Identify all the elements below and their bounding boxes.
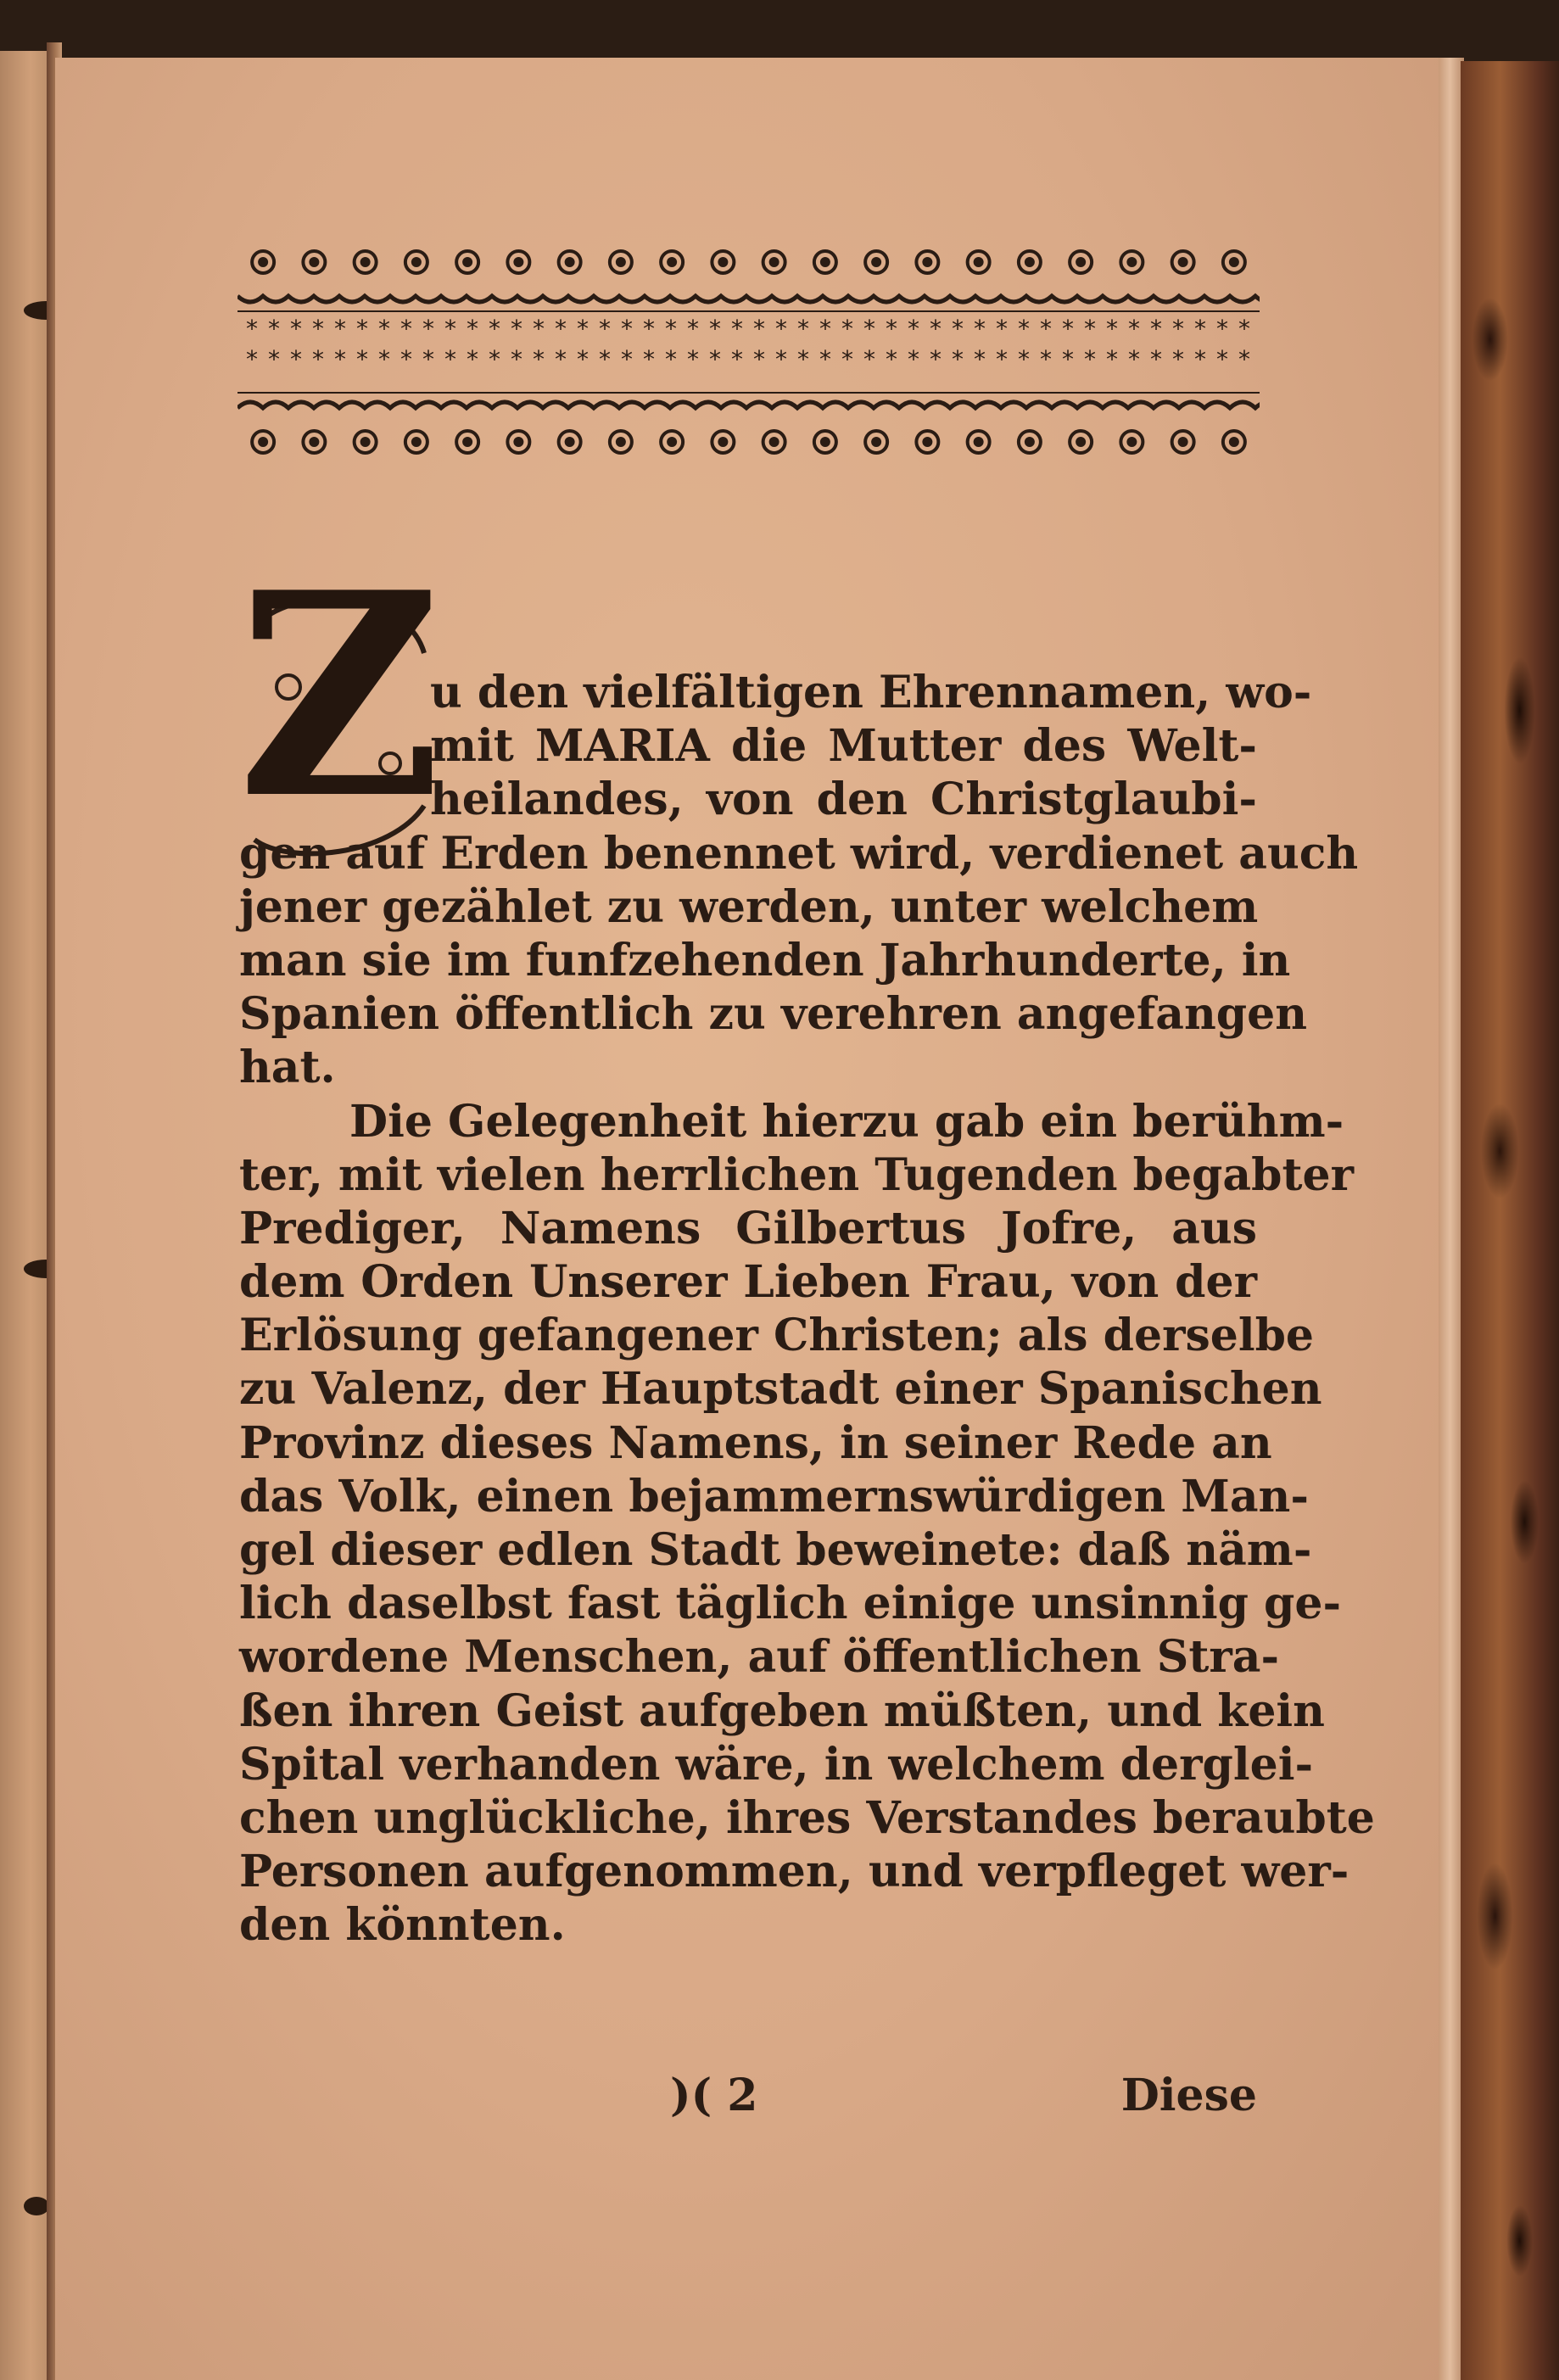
star-mark: *	[400, 345, 412, 373]
text-line: mit MARIA die Mutter des Welt-	[430, 720, 1257, 773]
star-mark: *	[246, 315, 258, 343]
paragraph-1	[239, 666, 1359, 1095]
rosette-center	[464, 259, 471, 265]
text-line: den könnten.	[239, 1899, 566, 1952]
star-mark: *	[841, 315, 853, 343]
star-mark: *	[356, 315, 368, 343]
star-mark: *	[753, 345, 765, 373]
text-line: lich daselbst fast täglich einige unsinnig ge-	[239, 1578, 1342, 1630]
star-mark: *	[444, 345, 456, 373]
rosette-center	[771, 259, 778, 265]
star-mark: *	[974, 345, 986, 373]
star-mark: *	[1172, 345, 1184, 373]
star-mark: *	[268, 315, 280, 343]
star-mark: *	[775, 315, 787, 343]
star-mark: *	[863, 345, 875, 373]
star-mark: *	[1018, 315, 1030, 343]
star-mark: *	[1106, 345, 1118, 373]
text-line: Spanien öffentlich zu verehren angefangen	[239, 988, 1307, 1041]
star-mark: *	[511, 345, 522, 373]
header-ornament	[237, 242, 1260, 462]
text-line: man sie im funfzehenden Jahrhunderte, in	[239, 934, 1291, 986]
star-mark: *	[1018, 345, 1030, 373]
rosette-center	[924, 439, 930, 445]
star-mark: *	[1238, 345, 1250, 373]
rosette-center	[362, 259, 369, 265]
text-line: Die Gelegenheit hierzu gab ein berühm-	[349, 1095, 1344, 1148]
star-mark: *	[422, 345, 434, 373]
rosette-center	[822, 259, 829, 265]
star-mark: *	[599, 315, 611, 343]
star-mark: *	[334, 315, 346, 343]
star-mark: *	[489, 345, 500, 373]
star-mark: *	[886, 315, 897, 343]
star-mark: *	[1216, 345, 1228, 373]
text-line: jener gezählet zu werden, unter welchem	[239, 880, 1259, 933]
star-mark: *	[422, 315, 434, 343]
text-line: u den vielfältigen Ehrennamen, wo-	[430, 667, 1312, 718]
star-mark: *	[621, 315, 633, 343]
star-mark: *	[797, 345, 809, 373]
rosette-center	[771, 439, 778, 445]
star-mark: *	[1128, 315, 1140, 343]
star-mark: *	[555, 315, 567, 343]
star-mark: *	[577, 315, 589, 343]
rosette-center	[1026, 259, 1033, 265]
star-mark: *	[1106, 315, 1118, 343]
star-mark: *	[908, 315, 919, 343]
star-mark: *	[1194, 315, 1206, 343]
rosette-center	[362, 439, 369, 445]
star-mark: *	[974, 315, 986, 343]
rosette-center	[975, 259, 982, 265]
rosette-center	[1180, 439, 1187, 445]
marbled-cover	[1461, 61, 1559, 2380]
text-line: Personen aufgenommen, und verpfleget wer-	[239, 1846, 1349, 1898]
star-mark: *	[709, 315, 721, 343]
paragraph-2	[239, 1095, 1375, 1953]
star-mark: *	[246, 345, 258, 373]
rosette-center	[873, 259, 880, 265]
star-mark: *	[1128, 345, 1140, 373]
text-line: wordene Menschen, auf öffentlichen Stra-	[239, 1631, 1280, 1684]
star-mark: *	[1062, 315, 1074, 343]
star-mark: *	[952, 315, 964, 343]
stitch-hole	[24, 2197, 49, 2215]
rosette-center	[1077, 439, 1084, 445]
text-line: gen auf Erden benennet wird, verdienet auch	[239, 827, 1359, 880]
star-mark: *	[577, 345, 589, 373]
star-mark: *	[731, 315, 743, 343]
rosette-center	[260, 259, 266, 265]
rosette-center	[1077, 259, 1084, 265]
star-mark: *	[533, 315, 545, 343]
rosette-center	[567, 259, 573, 265]
star-mark: *	[1084, 315, 1096, 343]
star-mark: *	[312, 345, 324, 373]
text-line: ßen ihren Geist aufgeben müßten, und kein	[239, 1684, 1325, 1737]
star-mark: *	[841, 345, 853, 373]
star-mark: *	[555, 345, 567, 373]
star-mark: *	[1150, 315, 1162, 343]
scroll-border	[237, 296, 1260, 302]
rosette-center	[1180, 259, 1187, 265]
star-mark: *	[621, 345, 633, 373]
star-mark: *	[731, 345, 743, 373]
star-mark: *	[467, 345, 478, 373]
star-mark: *	[400, 315, 412, 343]
star-mark: *	[356, 345, 368, 373]
star-mark: *	[819, 345, 831, 373]
star-mark: *	[1084, 345, 1096, 373]
star-mark: *	[1194, 345, 1206, 373]
star-mark: *	[1150, 345, 1162, 373]
rosette-center	[310, 259, 317, 265]
star-mark: *	[1172, 315, 1184, 343]
star-mark: *	[886, 345, 897, 373]
star-mark: *	[334, 345, 346, 373]
star-mark: *	[797, 315, 809, 343]
star-mark: *	[378, 345, 390, 373]
rosette-center	[924, 259, 930, 265]
rosette-center	[515, 439, 522, 445]
rosette-center	[873, 439, 880, 445]
star-mark: *	[1062, 345, 1074, 373]
text-line: hat.	[239, 1042, 336, 1094]
text-line: gel dieser edlen Stadt beweinete: daß näm-	[239, 1524, 1312, 1576]
star-mark: *	[819, 315, 831, 343]
rosette-center	[310, 439, 317, 445]
star-mark: *	[930, 315, 942, 343]
star-mark: *	[687, 315, 699, 343]
signature-mark: )( 2	[670, 2070, 758, 2121]
star-mark: *	[643, 315, 655, 343]
star-mark: *	[665, 345, 677, 373]
text-line: zu Valenz, der Hauptstadt einer Spanischen	[239, 1363, 1322, 1416]
rosette-center	[719, 439, 726, 445]
star-mark: *	[1040, 315, 1052, 343]
drop-capital-letter: Z	[237, 531, 442, 860]
star-mark: *	[312, 315, 324, 343]
rosette-center	[1231, 439, 1238, 445]
rosette-center	[413, 259, 420, 265]
text-line: chen unglückliche, ihres Verstandes beraubte	[239, 1791, 1375, 1844]
star-mark: *	[709, 345, 721, 373]
text-line: dem Orden Unserer Lieben Frau, von der	[239, 1256, 1257, 1309]
left-page-edge	[0, 51, 51, 2380]
star-mark: *	[533, 345, 545, 373]
text-line: heilandes, von den Christglaubi-	[430, 774, 1257, 826]
rosette-center	[1128, 259, 1135, 265]
star-mark: *	[489, 315, 500, 343]
star-mark: *	[863, 315, 875, 343]
rosette-center	[1231, 259, 1238, 265]
star-mark: *	[908, 345, 919, 373]
star-mark: *	[1216, 315, 1228, 343]
star-mark: *	[444, 315, 456, 343]
text-line: ter, mit vielen herrlichen Tugenden begabter	[239, 1148, 1354, 1201]
star-mark: *	[996, 345, 1008, 373]
star-mark: *	[643, 345, 655, 373]
rosette-center	[1128, 439, 1135, 445]
page-footer	[239, 2070, 1257, 2129]
text-line: Provinz dieses Namens, in seiner Rede an	[239, 1416, 1272, 1469]
scroll-border	[237, 402, 1260, 408]
star-mark: *	[378, 315, 390, 343]
rosette-center	[668, 259, 675, 265]
rosette-center	[822, 439, 829, 445]
star-mark: *	[775, 345, 787, 373]
rosette-center	[617, 439, 624, 445]
star-mark: *	[665, 315, 677, 343]
star-mark: *	[753, 315, 765, 343]
star-mark: *	[599, 345, 611, 373]
body-text	[239, 666, 1375, 1953]
rosette-center	[668, 439, 675, 445]
catchword: Diese	[1120, 2070, 1257, 2121]
star-mark: *	[1238, 315, 1250, 343]
star-mark: *	[511, 315, 522, 343]
rosette-center	[719, 259, 726, 265]
star-mark: *	[930, 345, 942, 373]
star-mark: *	[996, 315, 1008, 343]
text-line: Erlösung gefangener Christen; als derselbe	[239, 1310, 1315, 1362]
rosette-center	[464, 439, 471, 445]
rosette-center	[617, 259, 624, 265]
rosette-center	[413, 439, 420, 445]
rosette-center	[975, 439, 982, 445]
rosette-center	[1026, 439, 1033, 445]
star-mark: *	[290, 315, 302, 343]
star-mark: *	[952, 345, 964, 373]
star-mark: *	[687, 345, 699, 373]
text-line: Spital verhanden wäre, in welchem derglei-	[239, 1738, 1314, 1791]
text-line: Prediger, Namens Gilbertus Jofre, aus	[239, 1202, 1257, 1254]
star-mark: *	[268, 345, 280, 373]
rosette-center	[515, 259, 522, 265]
star-mark: *	[1040, 345, 1052, 373]
text-line: das Volk, einen bejammernswürdigen Man-	[239, 1470, 1309, 1522]
star-mark: *	[467, 315, 478, 343]
star-mark: *	[290, 345, 302, 373]
rosette-center	[567, 439, 573, 445]
rosette-center	[260, 439, 266, 445]
